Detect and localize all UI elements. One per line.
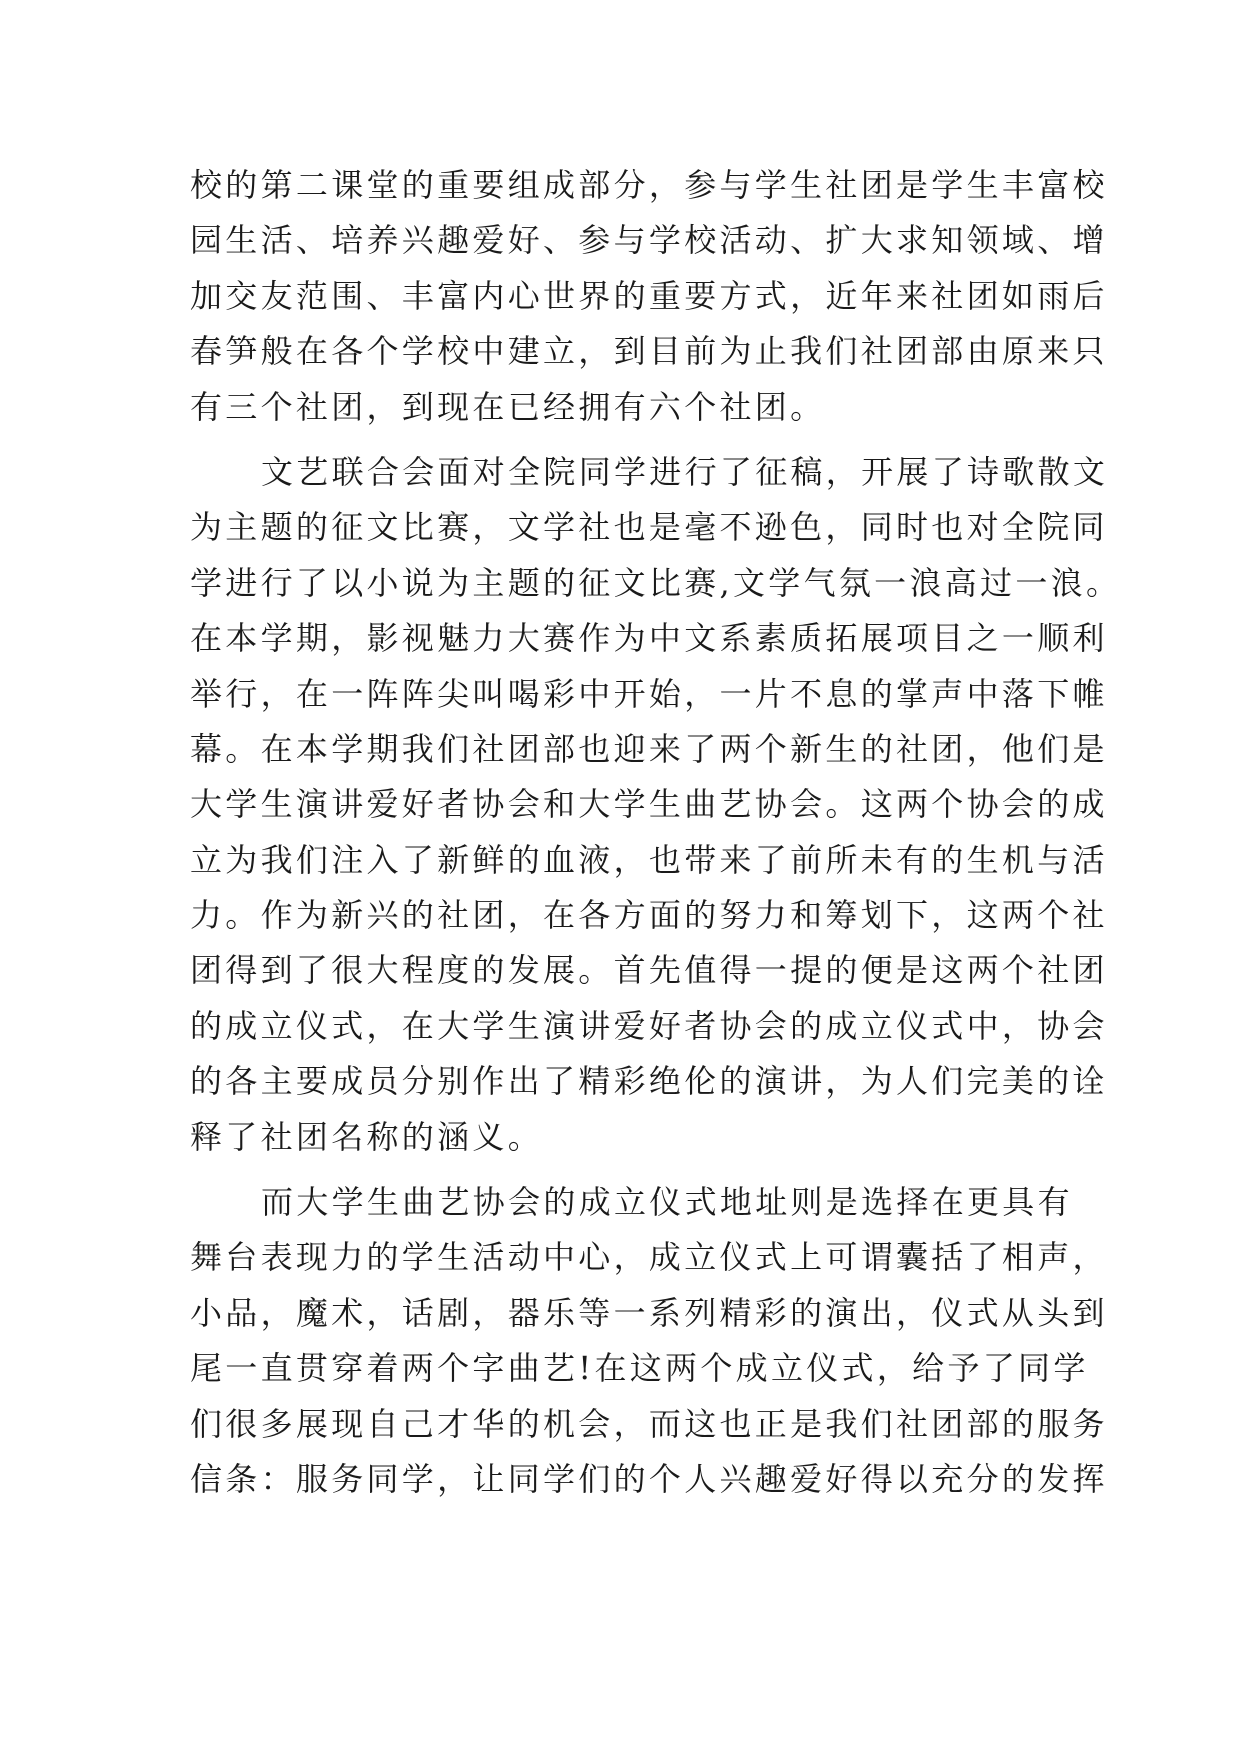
paragraph-3 bbox=[190, 1175, 1108, 1507]
text-line: 在本学期，影视魅力大赛作为中文系素质拓展项目之一顺利 bbox=[190, 619, 1108, 658]
text-line: 尾一直贯穿着两个字曲艺!在这两个成立仪式，给予了同学 bbox=[190, 1349, 1089, 1388]
text-line: 立为我们注入了新鲜的血液，也带来了前所未有的生机与活 bbox=[190, 840, 1108, 879]
text-line: 力。作为新兴的社团，在各方面的努力和筹划下，这两个社 bbox=[190, 896, 1108, 935]
text-line: 小品，魔术，话剧，器乐等一系列精彩的演出，仪式从头到 bbox=[190, 1293, 1108, 1332]
text-line: 舞台表现力的学生活动中心，成立仪式上可谓囊括了相声， bbox=[190, 1238, 1108, 1277]
text-line: 而大学生曲艺协会的成立仪式地址则是选择在更具有 bbox=[261, 1183, 1073, 1222]
text-line: 加交友范围、丰富内心世界的重要方式，近年来社团如雨后 bbox=[190, 276, 1108, 315]
text-line: 校的第二课堂的重要组成部分，参与学生社团是学生丰富校 bbox=[190, 166, 1108, 204]
text-line: 幕。在本学期我们社团部也迎来了两个新生的社团，他们是 bbox=[190, 729, 1108, 768]
text-line: 团得到了很大程度的发展。首先值得一提的便是这两个社团 bbox=[190, 951, 1108, 990]
text-line: 文艺联合会面对全院同学进行了征稿，开展了诗歌散文 bbox=[261, 452, 1109, 491]
paragraph-2 bbox=[190, 445, 1122, 1165]
text-line: 春笋般在各个学校中建立，到目前为止我们社团部由原来只 bbox=[190, 332, 1108, 371]
text-line: 的各主要成员分别作出了精彩绝伦的演讲，为人们完美的诠 bbox=[190, 1062, 1108, 1101]
text-line: 信条：服务同学，让同学们的个人兴趣爱好得以充分的发挥 bbox=[190, 1459, 1108, 1498]
text-line: 为主题的征文比赛，文学社也是毫不逊色，同时也对全院同 bbox=[190, 508, 1108, 547]
text-line: 有三个社团，到现在已经拥有六个社团。 bbox=[190, 387, 826, 426]
text-line: 学进行了以小说为主题的征文比赛,文学气氛一浪高过一浪。 bbox=[190, 563, 1122, 602]
text-line: 举行，在一阵阵尖叫喝彩中开始，一片不息的掌声中落下帷 bbox=[190, 674, 1108, 713]
document-body bbox=[190, 158, 1122, 1507]
paragraph-gap bbox=[190, 435, 1050, 445]
text-line: 园生活、培养兴趣爱好、参与学校活动、扩大求知领域、增 bbox=[190, 221, 1108, 260]
text-line: 大学生演讲爱好者协会和大学生曲艺协会。这两个协会的成 bbox=[190, 785, 1108, 824]
paragraph-gap bbox=[190, 1165, 1050, 1175]
text-line: 们很多展现自己才华的机会，而这也正是我们社团部的服务 bbox=[190, 1404, 1108, 1443]
paragraph-1 bbox=[190, 158, 1108, 435]
text-line: 释了社团名称的涵义。 bbox=[190, 1117, 544, 1156]
text-line: 的成立仪式，在大学生演讲爱好者协会的成立仪式中，协会 bbox=[190, 1006, 1108, 1045]
